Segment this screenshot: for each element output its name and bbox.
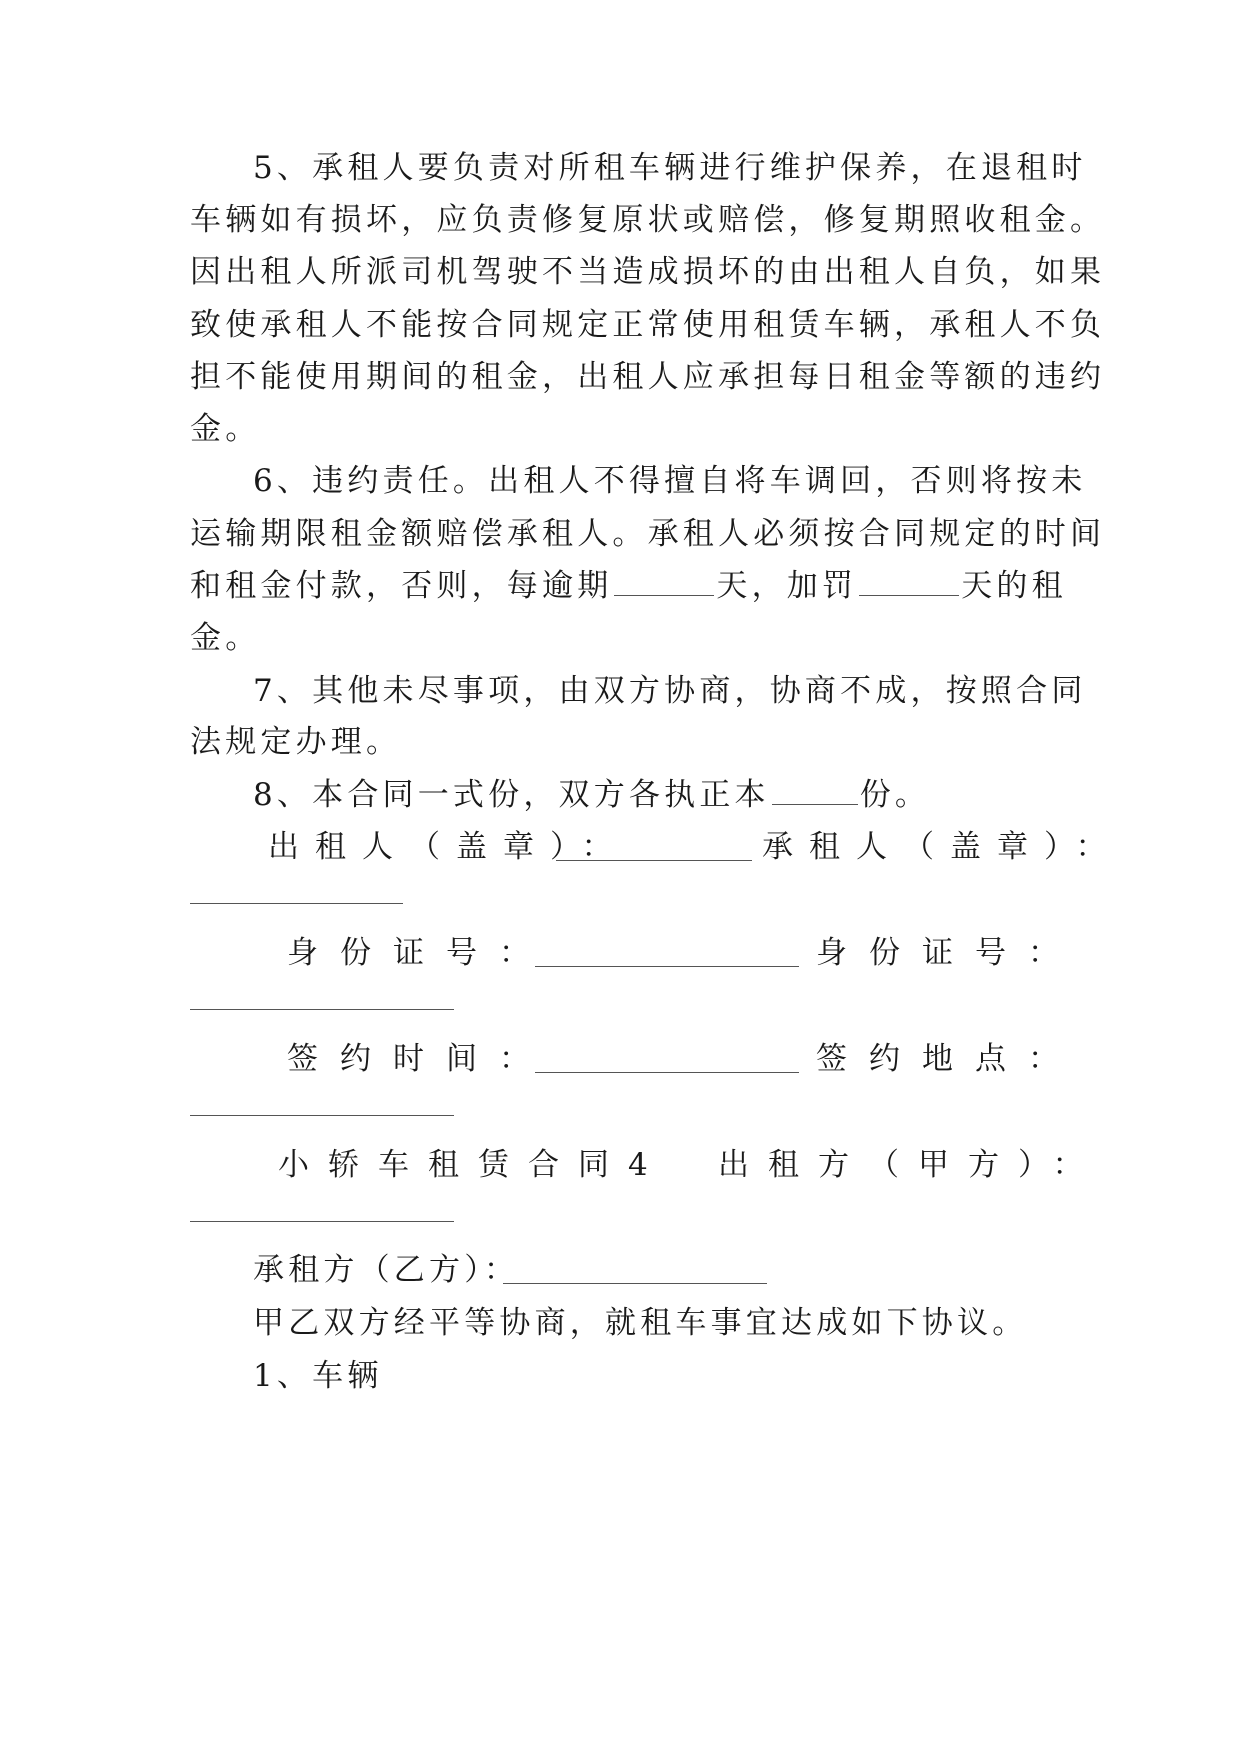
clause6-line4: 金。 [190, 620, 261, 656]
clause8-line [253, 775, 1093, 815]
lessor-seal-blank[interactable] [556, 860, 752, 861]
sign-time-label: 签约时间： [287, 1041, 552, 1077]
sign-place-label: 签约地点： [816, 1041, 1081, 1077]
id-no-label-1: 身份证号： [287, 935, 552, 971]
clause6-line3 [190, 566, 1090, 606]
lessee-seal-label: 承租人（盖章）： [762, 829, 1123, 865]
penalty-days-blank[interactable] [859, 567, 959, 596]
id-no-blank-1[interactable] [535, 966, 799, 967]
overdue-days-blank[interactable] [614, 567, 714, 596]
clause6-line3-b: 天，加罚 [716, 568, 858, 604]
party-b-label: 承租方（乙方）： [253, 1252, 520, 1288]
clause7-line1: 7、其他未尽事项，由双方协商，协商不成，按照合同 [253, 673, 1087, 709]
clause6-line3-a: 和租金付款，否则，每逾期 [190, 568, 613, 604]
clause6-line2: 运输期限租金额赔偿承租人。承租人必须按合同规定的时间 [190, 516, 1106, 552]
clause8-a: 8、本合同一式份，双方各执正本 [253, 777, 770, 813]
contract4-title: 小轿车租赁合同4 [278, 1147, 667, 1183]
clause7-line2: 法规定办理。 [190, 724, 402, 760]
clause5-line5: 担不能使用期间的租金，出租人应承担每日租金等额的违约 [190, 359, 1106, 395]
clause5-line3: 因出租人所派司机驾驶不当造成损坏的由出租人自负，如果 [190, 254, 1106, 290]
clause5-line4: 致使承租人不能按合同规定正常使用租赁车辆，承租人不负 [190, 307, 1106, 343]
party-a-blank[interactable] [190, 1221, 454, 1222]
contract4-intro: 甲乙双方经平等协商，就租车事宜达成如下协议。 [253, 1305, 1028, 1341]
clause8-b: 份。 [859, 777, 931, 813]
lessee-seal-blank[interactable] [190, 903, 403, 904]
lessor-seal-label: 出租人（盖章）： [268, 829, 629, 865]
clause5-line1: 5、承租人要负责对所租车辆进行维护保养，在退租时 [253, 150, 1087, 186]
sign-place-blank[interactable] [190, 1115, 454, 1116]
clause6-line1: 6、违约责任。出租人不得擅自将车调回，否则将按未 [253, 463, 1087, 499]
clause6-line3-c: 天的租 [961, 568, 1067, 604]
id-no-label-2: 身份证号： [816, 935, 1081, 971]
sign-time-blank[interactable] [535, 1072, 799, 1073]
copies-blank[interactable] [772, 776, 858, 805]
clause5-line6: 金。 [190, 411, 261, 447]
party-a-label: 出租方（甲方）： [718, 1147, 1103, 1183]
party-b-blank[interactable] [503, 1283, 767, 1284]
clause5-line2: 车辆如有损坏，应负责修复原状或赔偿，修复期照收租金。 [190, 202, 1106, 238]
contract4-item1: 1、车辆 [253, 1358, 383, 1394]
id-no-blank-2[interactable] [190, 1009, 454, 1010]
